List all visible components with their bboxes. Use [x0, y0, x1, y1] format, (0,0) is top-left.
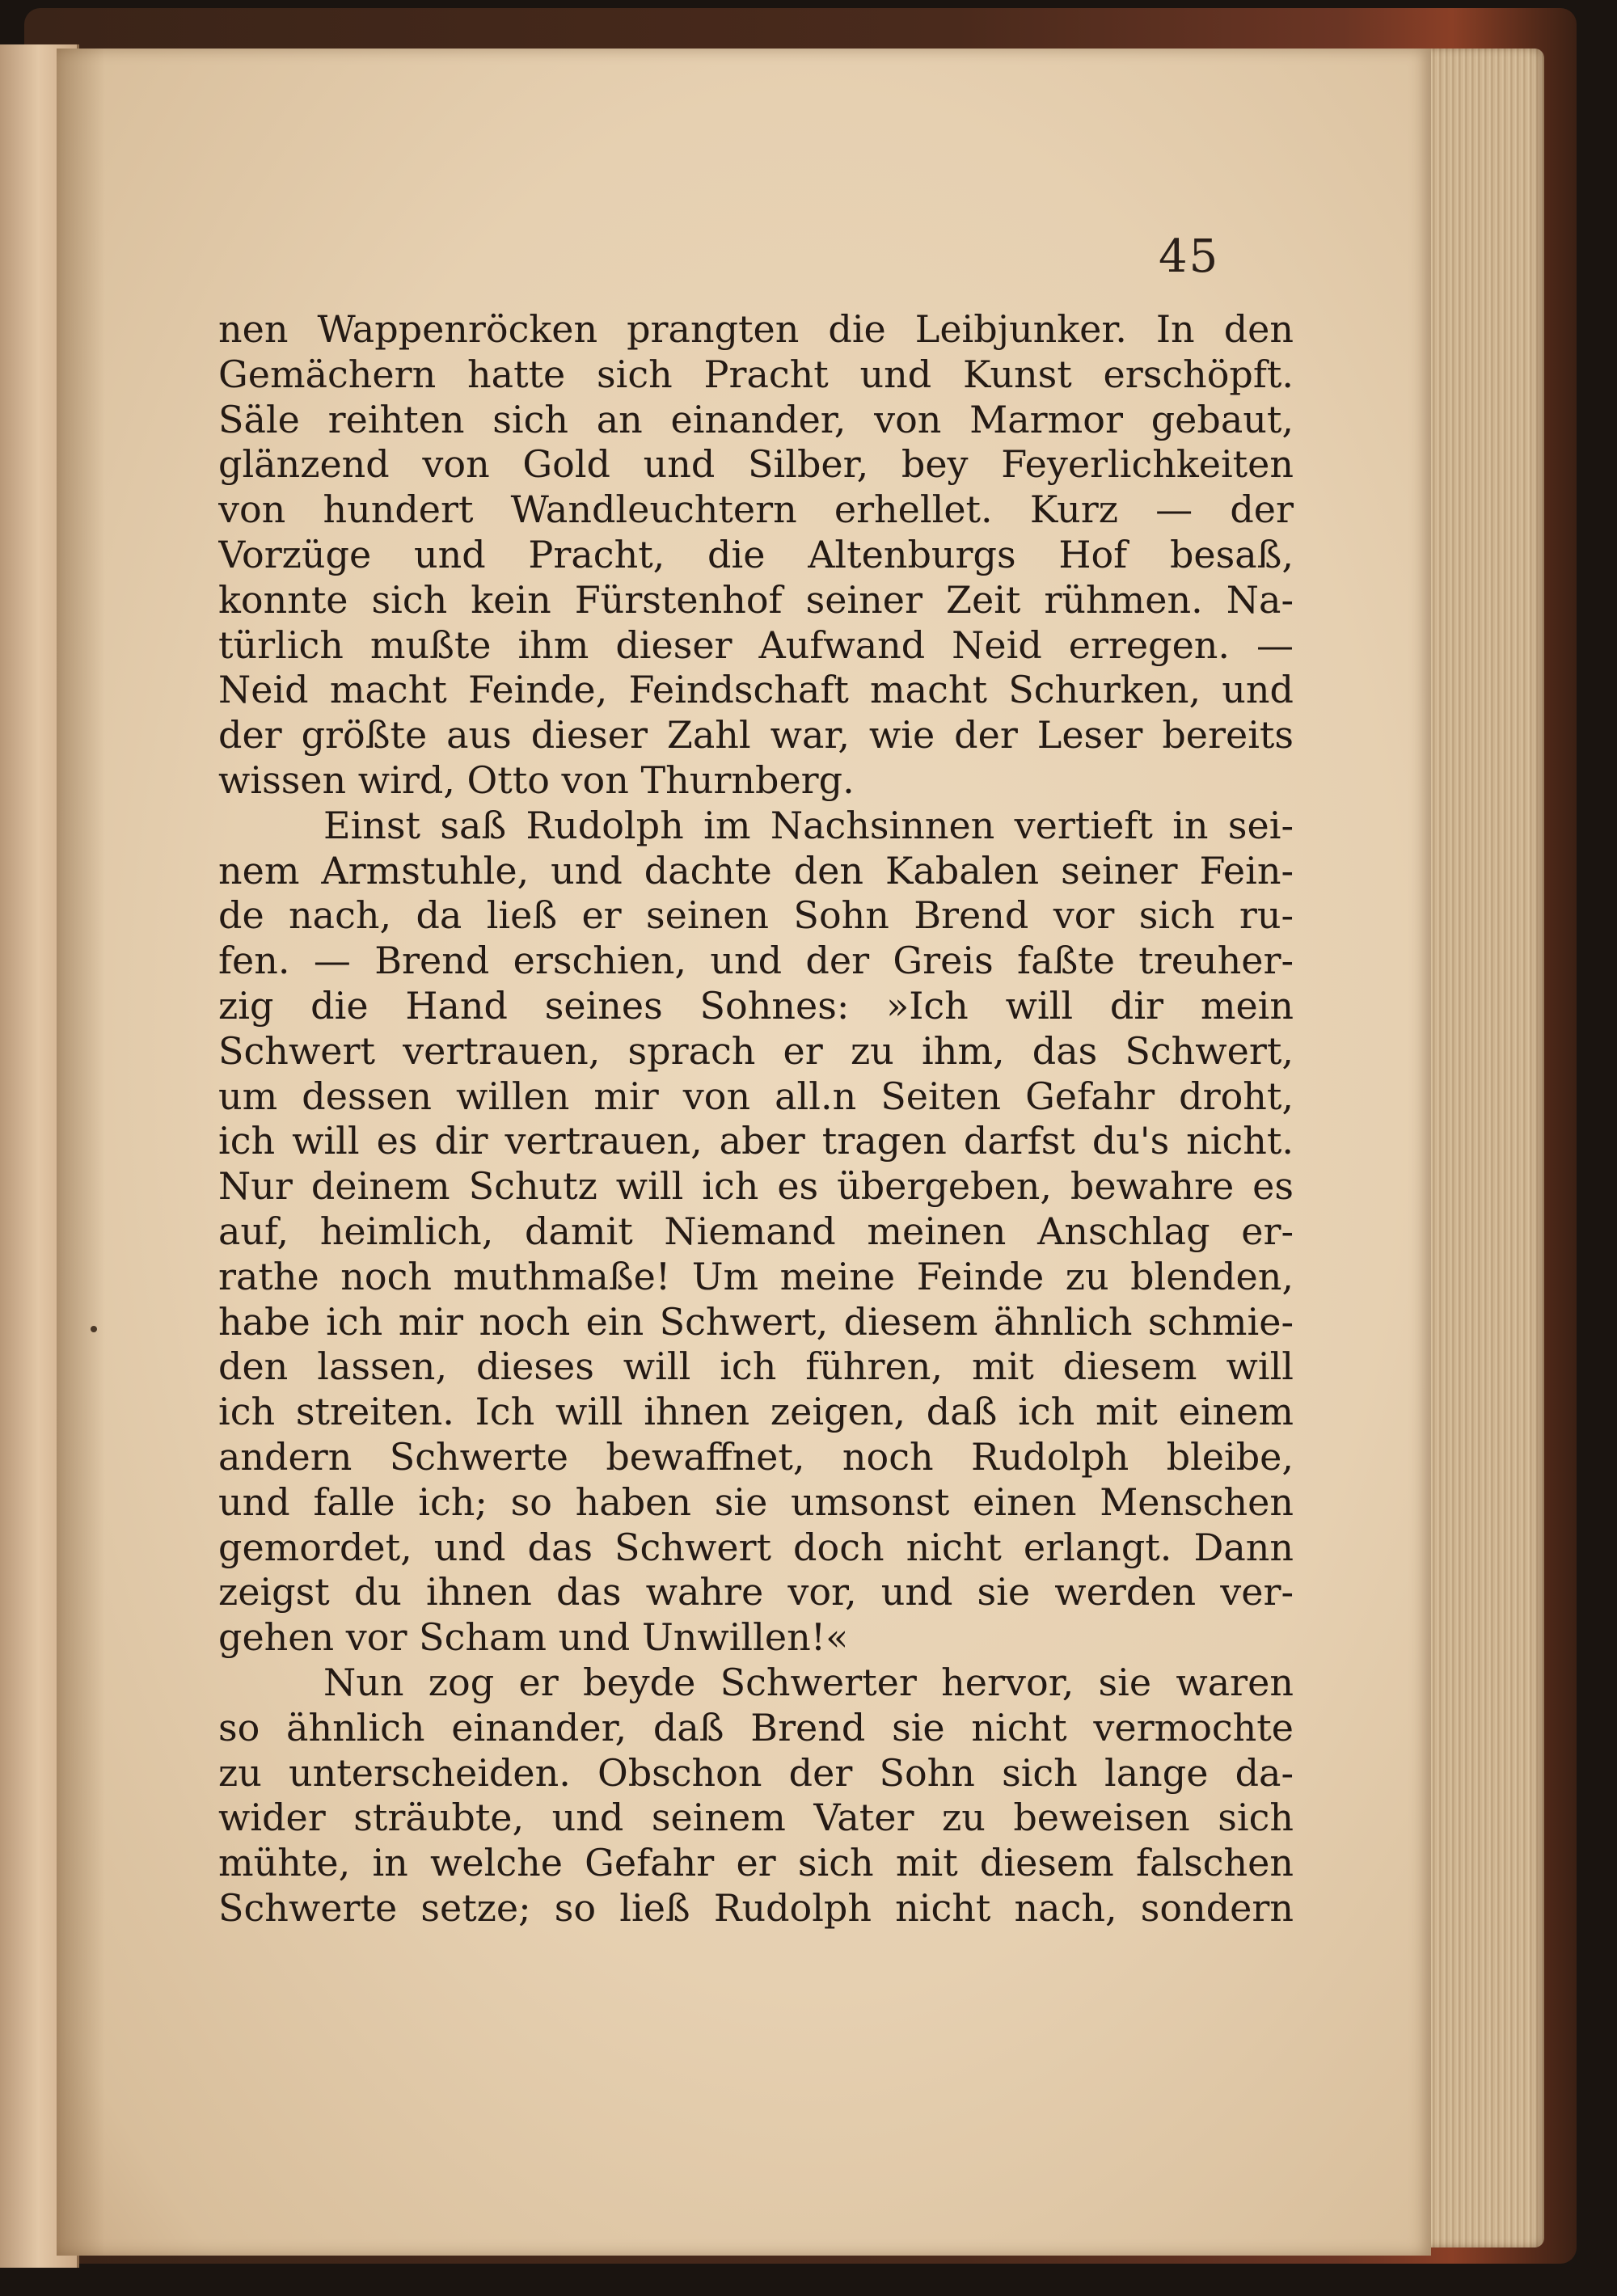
text-line: Vorzüge und Pracht, die Altenburgs Hof besaß, [218, 532, 1294, 576]
gutter-shadow [57, 49, 105, 2256]
page-stack-edges [1423, 49, 1544, 2247]
text-line: Neid macht Feinde, Feindschaft macht Schurken, und [218, 668, 1294, 712]
text-line: ich streiten. Ich will ihnen zeigen, daß ich mit einem [218, 1390, 1294, 1434]
text-line: und falle ich; so haben sie umsonst einen Menschen [218, 1479, 1294, 1524]
text-line: andern Schwerte bewaffnet, noch Rudolph bleibe, [218, 1434, 1294, 1479]
text-line: von hundert Wandleuchtern erhellet. Kurz — der [218, 487, 1294, 532]
text-line: zu unterscheiden. Obschon der Sohn sich lange da- [218, 1750, 1294, 1795]
text-line: Säle reihten sich an einander, von Marmor gebaut, [218, 397, 1294, 441]
text-line: Nur deinem Schutz will ich es übergeben, bewahre es [218, 1164, 1294, 1209]
paragraph-start: Nun zog er beyde Schwerter hervor, sie waren [323, 1660, 1294, 1704]
text-line: gehen vor Scham und Unwillen!« [218, 1615, 849, 1660]
text-line: so ähnlich einander, daß Brend sie nicht vermochte [218, 1705, 1294, 1749]
text-line: konnte sich kein Fürstenhof seiner Zeit rühmen. Na- [218, 577, 1294, 622]
text-line: nem Armstuhle, und dachte den Kabalen seiner Fein- [218, 848, 1294, 893]
text-line: der größte aus dieser Zahl war, wie der Leser bereits [218, 713, 1294, 758]
text-line: wider sträubte, und seinem Vater zu beweisen sich [218, 1796, 1294, 1840]
text-line: den lassen, dieses will ich führen, mit diesem will [218, 1344, 1294, 1389]
text-line: habe ich mir noch ein Schwert, diesem ähnlich schmie- [218, 1299, 1294, 1344]
paragraph-start: Einst saß Rudolph im Nachsinnen vertieft in sei- [323, 803, 1294, 847]
text-line: glänzend von Gold und Silber, bey Feyerlichkeiten [218, 442, 1294, 487]
text-line: Gemächern hatte sich Pracht und Kunst erschöpft. [218, 352, 1294, 396]
text-line: auf, heimlich, damit Niemand meinen Anschlag er- [218, 1209, 1294, 1253]
margin-mark [91, 1326, 97, 1332]
text-line: zeigst du ihnen das wahre vor, und sie werden ver- [218, 1570, 1294, 1614]
text-line: zig die Hand seines Sohnes: »Ich will dir mein [218, 983, 1294, 1028]
text-line: um dessen willen mir von all.n Seiten Gefahr droht, [218, 1074, 1294, 1118]
book-page [57, 49, 1431, 2256]
text-line: gemordet, und das Schwert doch nicht erlangt. Dann [218, 1525, 1294, 1569]
page-number: 45 [1159, 230, 1220, 283]
text-line: türlich mußte ihm dieser Aufwand Neid erregen. — [218, 623, 1294, 667]
text-line: de nach, da ließ er seinen Sohn Brend vor sich ru- [218, 893, 1294, 938]
text-line: wissen wird, Otto von Thurnberg. [218, 758, 855, 802]
body-text [218, 307, 1294, 1931]
text-line: fen. — Brend erschien, und der Greis faßte treuher- [218, 939, 1294, 983]
text-line: Schwert vertrauen, sprach er zu ihm, das Schwert, [218, 1028, 1294, 1073]
text-line: ich will es dir vertrauen, aber tragen darfst du's nicht. [218, 1119, 1294, 1163]
text-line: Schwerte setze; so ließ Rudolph nicht nach, sondern [218, 1885, 1294, 1930]
text-line: mühte, in welche Gefahr er sich mit diesem falschen [218, 1841, 1294, 1885]
text-line: nen Wappenröcken prangten die Leibjunker. In den [218, 307, 1294, 351]
text-line: rathe noch muthmaße! Um meine Feinde zu blenden, [218, 1254, 1294, 1298]
